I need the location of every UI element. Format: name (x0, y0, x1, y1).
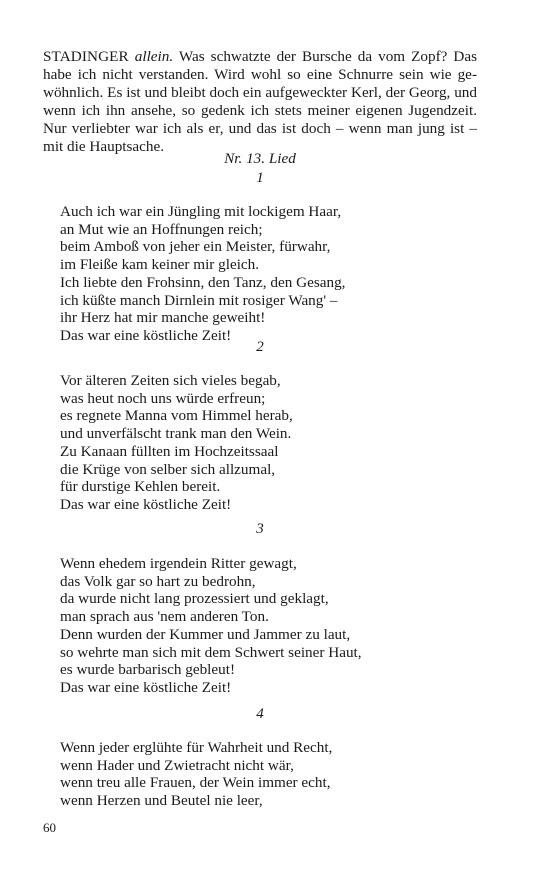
verse-line: Wenn jeder erglühte für Wahrheit und Recht, (60, 739, 333, 756)
verse-line: Wenn ehedem irgendein Ritter gewagt, (60, 555, 297, 572)
stanza (60, 555, 362, 697)
verse-line: da wurde nicht lang prozessiert und geklagt, (60, 590, 329, 608)
verse-line: wenn Herzen und Beutel nie leer, (60, 792, 263, 810)
verse-line: Auch ich war ein Jüngling mit lockigem Haar, (60, 203, 342, 220)
stanza (60, 372, 293, 514)
verse-line: und unverfälscht trank man den Wein. (60, 425, 292, 443)
verse-line: Das war eine köstliche Zeit! (60, 326, 232, 344)
song-heading: Nr. 13. Lied (224, 150, 296, 167)
prose-text: Was schwatzte der Bursche da vom Zopf? Das habe ich nicht verstanden. Wird wohl so eine Schnurre sein wie gewöhnlich. Es ist und bleibt doch ein aufgeweckter Kerl, der Georg, und wenn ich ihn ansehe, so gedenk ich stets meiner eigenen Jugendzeit. Nur verliebter war ich als er, und das ist doch – wenn man jung ist – mit die Hauptsache. (43, 48, 478, 156)
stanza (60, 739, 332, 810)
verse-line: Das war eine köstliche Zeit! (60, 495, 232, 513)
verse-line: was heut noch uns würde erfreun; (60, 389, 266, 407)
speaker-name: STADINGER (43, 48, 129, 65)
stanza (60, 203, 345, 345)
verse-line: so wehrte man sich mit dem Schwert seiner Haut, (60, 643, 362, 661)
verse-line: für durstige Kehlen bereit. (60, 478, 221, 496)
verse-line: Zu Kanaan füllten im Hochzeitssaal (60, 442, 279, 460)
verse-line: ich küßte manch Dirnlein mit rosiger Wang' – (60, 291, 338, 309)
verse-line: wenn Hader und Zwietracht nicht wär, (60, 756, 294, 774)
page-number: 60 (43, 820, 56, 835)
verse-line: Denn wurden der Kummer und Jammer zu laut, (60, 625, 351, 643)
verse-line: es regnete Manna vom Himmel herab, (60, 407, 293, 425)
verse-line: beim Amboß von jeher ein Meister, fürwahr, (60, 238, 331, 256)
stage-direction: allein. (134, 48, 174, 65)
verse-line: Vor älteren Zeiten sich vieles begab, (60, 372, 281, 389)
verse-line: ihr Herz hat mir manche geweiht! (60, 309, 266, 327)
verse-line: es wurde barbarisch gebleut! (60, 661, 236, 679)
verse-line: das Volk gar so hart zu bedrohn, (60, 572, 256, 590)
verse-line: man sprach aus 'nem anderen Ton. (60, 608, 269, 626)
stanza-number: 3 (256, 521, 264, 537)
verse-line: die Krüge von selber sich allzumal, (60, 460, 276, 478)
verse-line: wenn treu alle Frauen, der Wein immer echt, (60, 774, 331, 792)
verse-line: an Mut wie an Hoffnungen reich; (60, 220, 263, 238)
verse-line: Das war eine köstliche Zeit! (60, 678, 232, 696)
stanza-number: 2 (256, 339, 264, 355)
stanza-number: 4 (256, 706, 264, 722)
stanza-number: 1 (256, 170, 264, 186)
verse-line: Ich liebte den Frohsinn, den Tanz, den Gesang, (60, 273, 346, 291)
prose-paragraph (43, 48, 477, 157)
verse-line: im Fleiße kam keiner mir gleich. (60, 256, 260, 274)
